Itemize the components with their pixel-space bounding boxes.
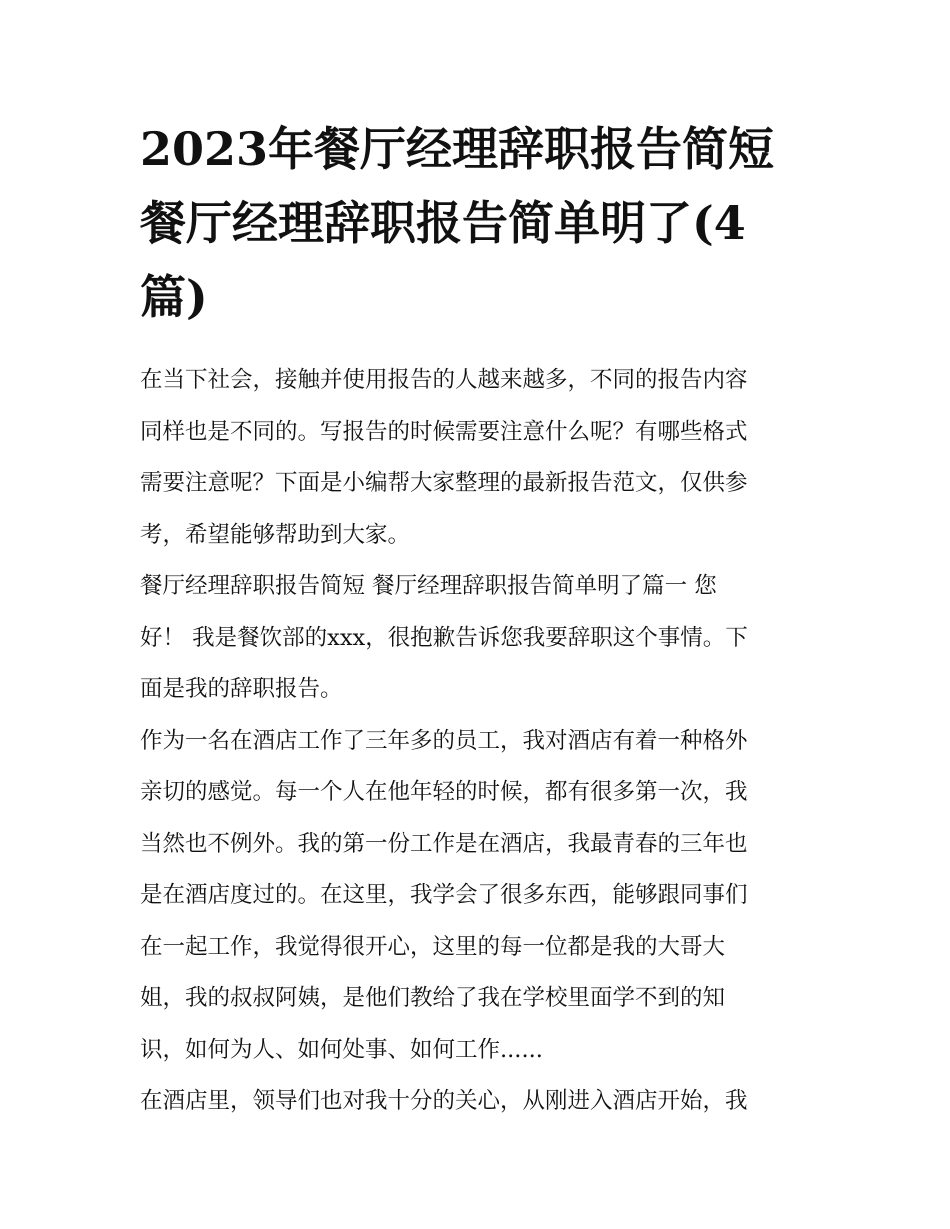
text-line: 在当下社会，接触并使用报告的人越来越多，不同的报告内容 [140, 367, 748, 393]
paragraph-experience [140, 716, 820, 1077]
paragraph-intro [140, 355, 820, 561]
text-line: 当然也不例外。我的第一份工作是在酒店，我最青春的三年也 [140, 830, 748, 857]
text-line: 识，如何为人、如何处事、如何工作...... [140, 1036, 543, 1063]
text-line: 在一起工作，我觉得很开心，这里的每一位都是我的大哥大 [140, 933, 726, 960]
title-line: 2023年餐厅经理辞职报告简短 [140, 122, 775, 176]
document-title [140, 112, 820, 334]
text-line: 面是我的辞职报告。 [140, 676, 343, 702]
text-line: 同样也是不同的。写报告的时候需要注意什么呢？有哪些格式 [140, 418, 748, 445]
title-line: 餐厅经理辞职报告简单明了(4 [140, 196, 746, 250]
text-line: 餐厅经理辞职报告简短 餐厅经理辞职报告简单明了篇一 您 [140, 573, 717, 599]
text-line: 在酒店里，领导们也对我十分的关心，从刚进入酒店开始，我 [140, 1088, 748, 1114]
text-line: 亲切的感觉。每一个人在他年轻的时候，都有很多第一次，我 [140, 779, 748, 805]
paragraph-heading-greeting [140, 561, 820, 716]
document-body [140, 355, 820, 1128]
text-line: 需要注意呢？下面是小编帮大家整理的最新报告范文，仅供参 [140, 470, 748, 496]
text-line: 考，希望能够帮助到大家。 [140, 521, 411, 548]
paragraph-leadership [140, 1076, 820, 1128]
text-line: 好！ 我是餐饮部的xxx，很抱歉告诉您我要辞职这个事情。下 [140, 624, 748, 651]
text-line: 姐，我的叔叔阿姨，是他们教给了我在学校里面学不到的知 [140, 985, 726, 1011]
title-line: 篇) [140, 270, 208, 324]
text-line: 是在酒店度过的。在这里，我学会了很多东西，能够跟同事们 [140, 882, 748, 908]
text-line: 作为一名在酒店工作了三年多的员工，我对酒店有着一种格外 [140, 727, 748, 754]
